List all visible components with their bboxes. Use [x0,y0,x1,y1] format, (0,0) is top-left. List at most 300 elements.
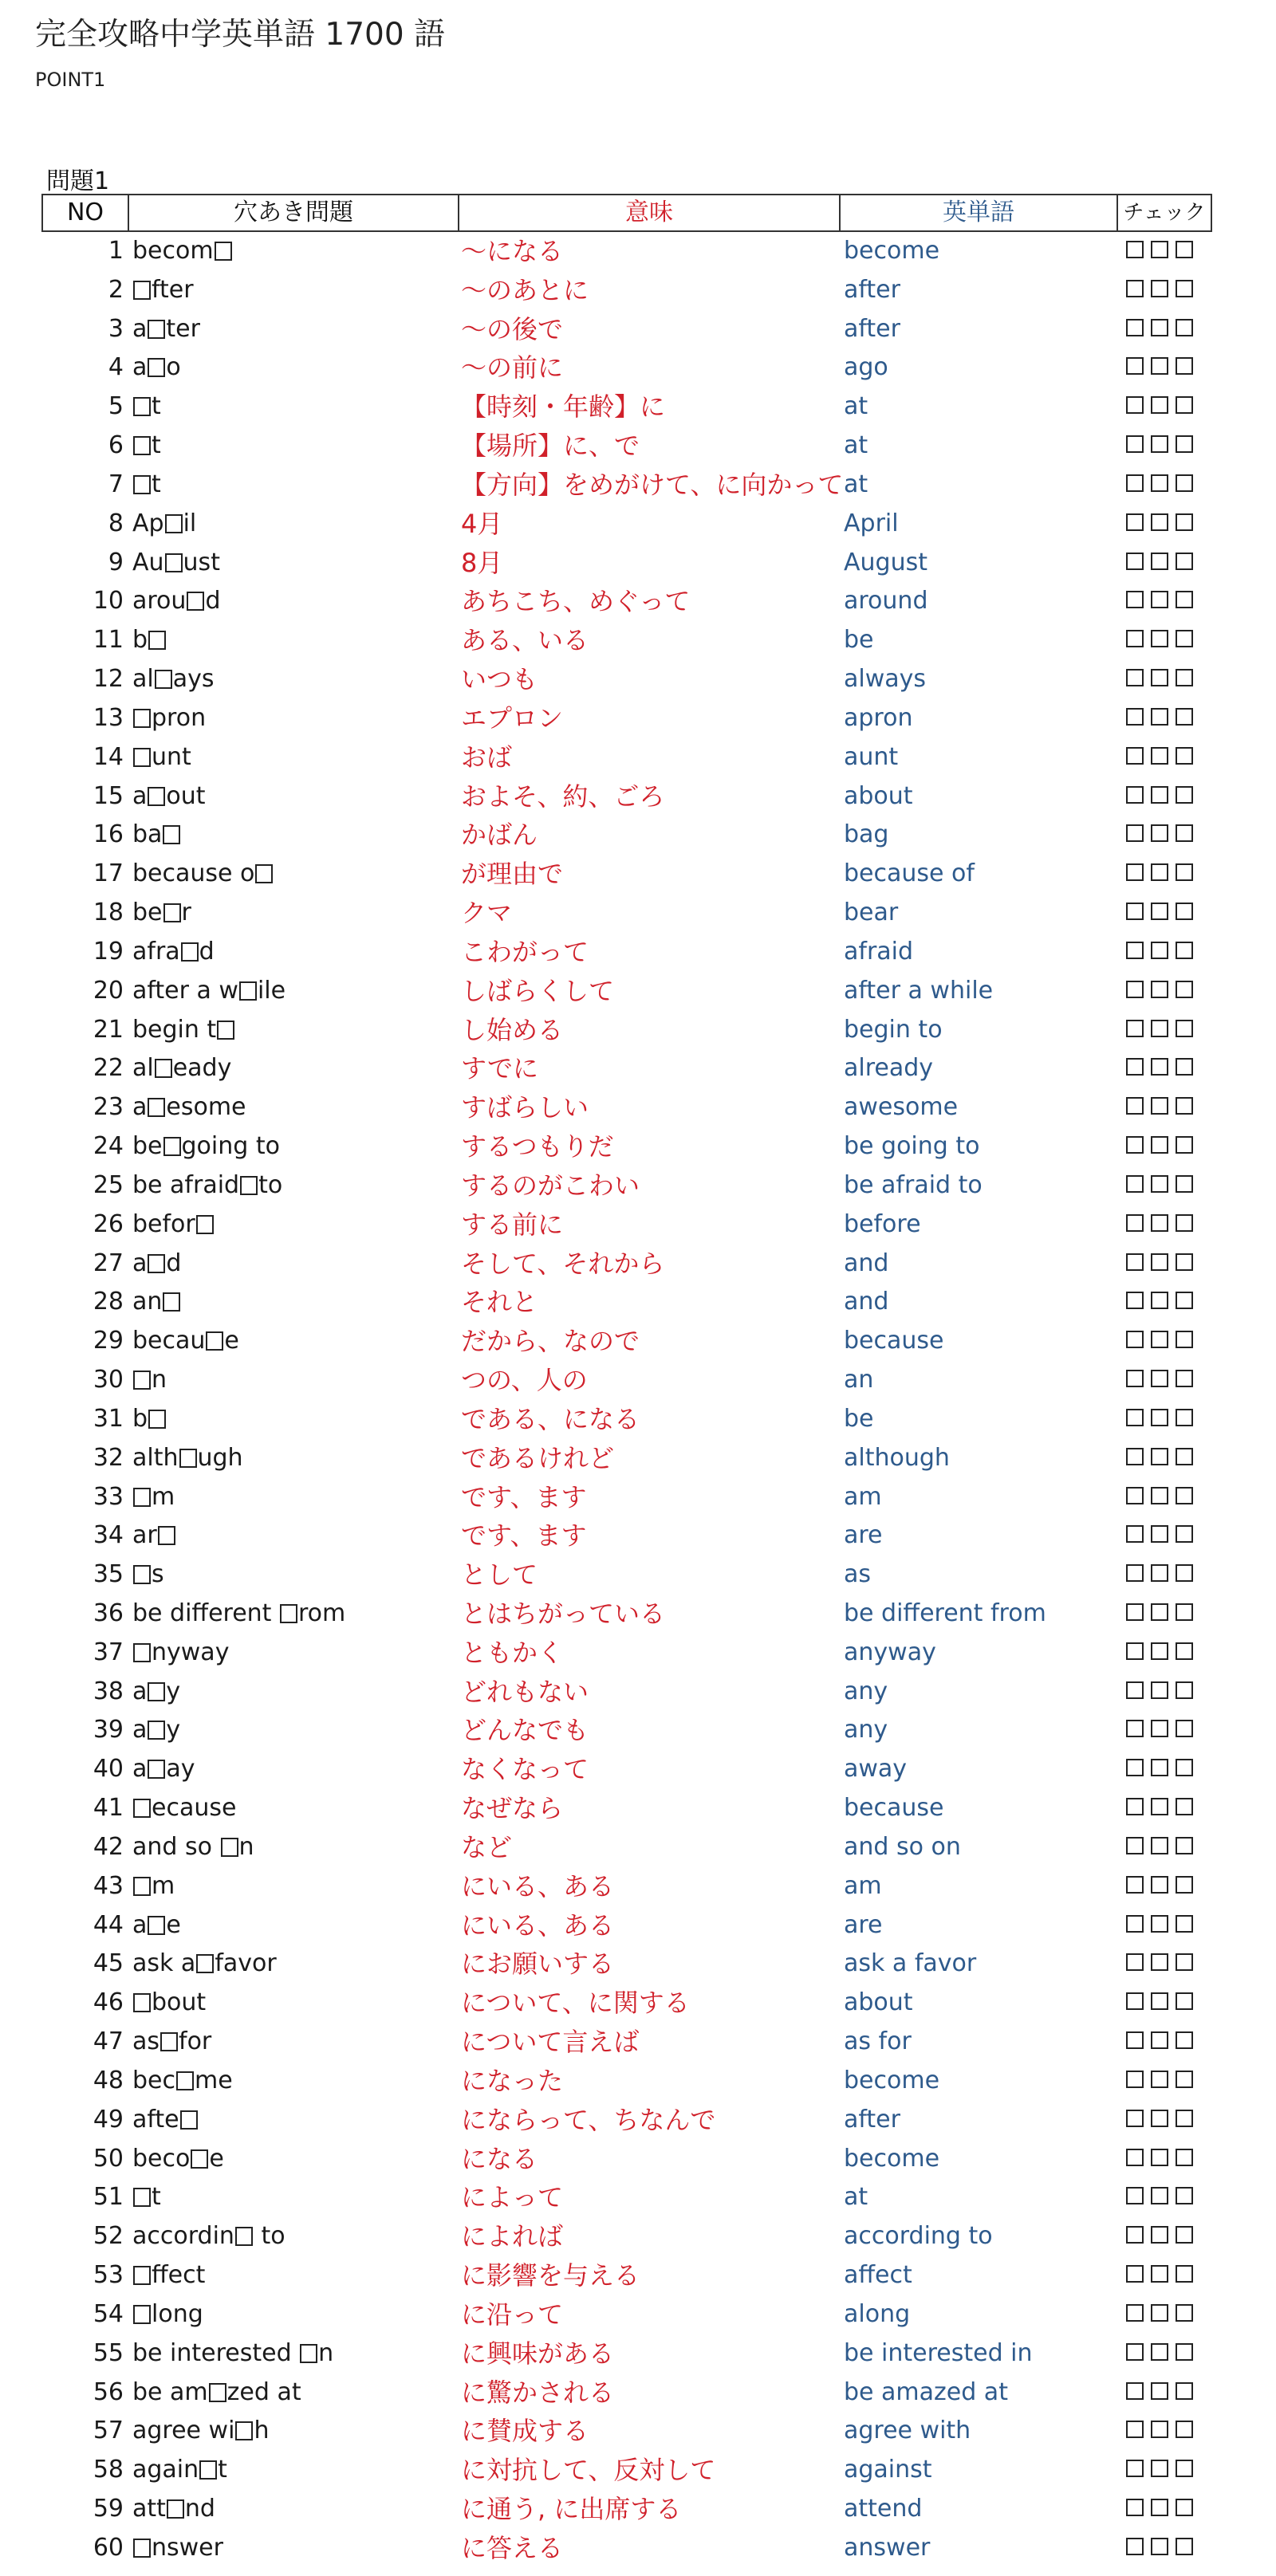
checkbox[interactable] [1151,1214,1168,1232]
checkbox[interactable] [1126,357,1144,375]
checkbox[interactable] [1151,2187,1168,2204]
row-number: 54 [93,2299,124,2328]
table-row [41,699,1212,738]
checkbox[interactable] [1151,747,1168,765]
english-word: and [844,1249,889,1277]
row-number: 14 [93,742,124,771]
checkbox[interactable] [1151,319,1168,336]
row-number: 31 [93,1404,124,1433]
checkbox[interactable] [1176,2343,1193,2361]
checkbox[interactable] [1126,1525,1144,1543]
english-word: affect [844,2261,912,2290]
check-boxes [1126,903,1193,923]
checkbox[interactable] [1151,2421,1168,2438]
fill-in-question: ar [132,1516,176,1555]
checkbox[interactable] [1176,2382,1193,2400]
checkbox[interactable] [1126,2343,1144,2361]
checkbox[interactable] [1151,1837,1168,1854]
checkbox[interactable] [1151,553,1168,570]
checkbox[interactable] [1151,2343,1168,2361]
checkbox[interactable] [1126,1487,1144,1504]
checkbox[interactable] [1151,591,1168,608]
checkbox[interactable] [1151,1720,1168,1737]
check-boxes [1126,319,1193,340]
check-boxes [1126,2499,1193,2519]
meaning: 【時刻・年齢】に [461,391,666,423]
checkbox[interactable] [1126,1837,1144,1854]
checkbox[interactable] [1151,2226,1168,2244]
table-row [41,582,1212,621]
checkbox[interactable] [1151,1992,1168,2010]
fill-in-question: a e [132,1910,181,1939]
table-row [41,2295,1212,2334]
table-row [41,2529,1212,2568]
meaning: になった [461,2065,564,2096]
checkbox[interactable] [1151,1798,1168,1815]
check-boxes [1126,1487,1193,1508]
checkbox[interactable] [1151,981,1168,998]
checkbox[interactable] [1176,474,1193,492]
english-word: because of [844,859,975,888]
checkbox[interactable] [1151,1292,1168,1309]
checkbox[interactable] [1126,280,1144,297]
meaning: だから、なので [461,1326,640,1357]
meaning: 4月 [461,508,503,539]
checkbox[interactable] [1176,1720,1193,1737]
checkbox[interactable] [1151,1642,1168,1660]
fill-in-question: begin t [132,1011,235,1049]
english-word: at [844,2183,868,2212]
check-boxes [1126,786,1193,807]
checkbox[interactable] [1176,1759,1193,1776]
check-boxes [1126,1370,1193,1390]
table-row [41,738,1212,777]
checkbox[interactable] [1126,669,1144,686]
fill-in-question: a o [132,353,181,382]
checkbox[interactable] [1176,1136,1193,1154]
row-number: 19 [93,937,124,966]
blank-box [235,2421,253,2440]
checkbox[interactable] [1126,2265,1144,2283]
checkbox[interactable] [1151,669,1168,686]
check-boxes [1126,942,1193,962]
checkbox[interactable] [1176,2538,1193,2555]
checkbox[interactable] [1176,319,1193,336]
checkbox[interactable] [1176,1915,1193,1933]
blank-box [133,475,151,494]
checkbox[interactable] [1126,2187,1144,2204]
checkbox[interactable] [1126,1020,1144,1037]
checkbox[interactable] [1126,824,1144,842]
check-boxes [1126,1798,1193,1819]
checkbox[interactable] [1151,1331,1168,1348]
checkbox[interactable] [1126,2226,1144,2244]
checkbox[interactable] [1176,1603,1193,1621]
fill-in-question: t [132,466,161,504]
checkbox[interactable] [1176,669,1193,686]
check-boxes [1126,1603,1193,1624]
row-number: 21 [93,1015,124,1044]
checkbox[interactable] [1126,396,1144,414]
check-boxes [1126,1409,1193,1430]
checkbox[interactable] [1151,786,1168,804]
checkbox[interactable] [1176,1020,1193,1037]
checkbox[interactable] [1151,2460,1168,2477]
fill-in-question: unt [132,738,191,777]
checkbox[interactable] [1126,553,1144,570]
checkbox[interactable] [1126,241,1144,258]
row-number: 51 [93,2183,124,2212]
checkbox[interactable] [1176,1409,1193,1426]
row-number: 40 [93,1755,124,1784]
table-row [41,1088,1212,1127]
header-check: チェック [1123,201,1206,225]
checkbox[interactable] [1126,1370,1144,1387]
checkbox[interactable] [1151,1953,1168,1971]
checkbox[interactable] [1176,396,1193,414]
table-row [41,310,1212,349]
fill-in-question: bec me [132,2066,233,2094]
checkbox[interactable] [1151,708,1168,726]
row-number: 33 [93,1482,124,1511]
checkbox[interactable] [1151,1876,1168,1894]
checkbox[interactable] [1151,1409,1168,1426]
blank-box [239,981,257,1001]
checkbox[interactable] [1126,2538,1144,2555]
checkbox[interactable] [1176,2187,1193,2204]
checkbox[interactable] [1126,591,1144,608]
check-boxes [1126,824,1193,845]
meaning: するのがこわい [461,1170,640,1201]
checkbox[interactable] [1126,1915,1144,1933]
checkbox[interactable] [1151,1759,1168,1776]
checkbox[interactable] [1176,2149,1193,2166]
checkbox[interactable] [1126,630,1144,647]
checkbox[interactable] [1151,1564,1168,1582]
checkbox[interactable] [1126,1253,1144,1271]
fill-in-question: a esome [132,1093,246,1122]
fill-in-question: be r [132,899,191,927]
blank-box [148,1721,165,1740]
checkbox[interactable] [1151,2110,1168,2127]
blank-box [148,1410,166,1429]
check-boxes [1126,669,1193,690]
meaning: について言えば [461,2027,640,2058]
checkbox[interactable] [1176,1642,1193,1660]
check-boxes [1126,1020,1193,1040]
checkbox[interactable] [1126,2421,1144,2438]
check-boxes [1126,280,1193,301]
checkbox[interactable] [1151,1487,1168,1504]
checkbox[interactable] [1176,708,1193,726]
checkbox[interactable] [1176,981,1193,998]
row-number: 58 [93,2456,124,2484]
checkbox[interactable] [1126,1876,1144,1894]
checkbox[interactable] [1126,708,1144,726]
checkbox[interactable] [1126,2031,1144,2049]
checkbox[interactable] [1126,1759,1144,1776]
checkbox[interactable] [1126,1642,1144,1660]
checkbox[interactable] [1176,2265,1193,2283]
meaning: として [461,1559,538,1591]
check-boxes [1126,1448,1193,1469]
row-number: 47 [93,2027,124,2056]
checkbox[interactable] [1126,513,1144,531]
checkbox[interactable] [1176,1953,1193,1971]
checkbox[interactable] [1126,1097,1144,1115]
checkbox[interactable] [1176,863,1193,881]
checkbox[interactable] [1126,1564,1144,1582]
english-word: always [844,665,927,694]
checkbox[interactable] [1151,1058,1168,1076]
checkbox[interactable] [1151,2149,1168,2166]
table-row [41,1245,1212,1284]
row-number: 27 [93,1249,124,1277]
checkbox[interactable] [1176,2031,1193,2049]
checkbox[interactable] [1176,280,1193,297]
blank-box [133,2266,151,2285]
checkbox[interactable] [1151,1097,1168,1115]
check-boxes [1126,1915,1193,1936]
table-row [41,1595,1212,1634]
english-word: agree with [844,2417,971,2445]
english-word: according to [844,2222,993,2251]
blank-box [158,1526,175,1545]
checkbox[interactable] [1176,1876,1193,1894]
checkbox[interactable] [1151,1175,1168,1193]
checkbox[interactable] [1126,1720,1144,1737]
checkbox[interactable] [1126,1992,1144,2010]
checkbox[interactable] [1176,2110,1193,2127]
checkbox[interactable] [1176,357,1193,375]
checkbox[interactable] [1151,396,1168,414]
blank-box [133,1643,151,1662]
meaning: ある、いる [461,625,589,656]
checkbox[interactable] [1151,474,1168,492]
blank-box [133,281,151,300]
checkbox[interactable] [1176,786,1193,804]
row-number: 15 [93,781,124,810]
checkbox[interactable] [1176,1837,1193,1854]
check-boxes [1126,2031,1193,2052]
checkbox[interactable] [1176,1525,1193,1543]
english-word: any [844,1716,888,1744]
checkbox[interactable] [1176,1253,1193,1271]
checkbox[interactable] [1151,1448,1168,1465]
checkbox[interactable] [1176,942,1193,959]
checkbox[interactable] [1176,2421,1193,2438]
table-row [41,1750,1212,1789]
checkbox[interactable] [1176,1448,1193,1465]
checkbox[interactable] [1151,1525,1168,1543]
blank-box [180,2110,198,2130]
fill-in-question: m [132,1478,175,1516]
checkbox[interactable] [1126,1681,1144,1699]
checkbox[interactable] [1176,1175,1193,1193]
checkbox[interactable] [1151,1370,1168,1387]
checkbox[interactable] [1126,1953,1144,1971]
checkbox[interactable] [1151,2499,1168,2516]
checkbox[interactable] [1176,1798,1193,1815]
checkbox[interactable] [1176,435,1193,453]
blank-box [148,358,165,377]
checkbox[interactable] [1151,824,1168,842]
checkbox[interactable] [1176,241,1193,258]
fill-in-question: again t [132,2456,227,2484]
checkbox[interactable] [1176,747,1193,765]
checkbox[interactable] [1151,1915,1168,1933]
checkbox[interactable] [1151,435,1168,453]
checkbox[interactable] [1151,903,1168,920]
checkbox[interactable] [1151,863,1168,881]
checkbox[interactable] [1126,1448,1144,1465]
fill-in-question: be am zed at [132,2377,301,2406]
checkbox[interactable] [1126,2499,1144,2516]
checkbox[interactable] [1151,513,1168,531]
checkbox[interactable] [1126,1292,1144,1309]
blank-box [240,1176,258,1195]
checkbox[interactable] [1126,942,1144,959]
table-row [41,1634,1212,1673]
row-number: 25 [93,1170,124,1199]
checkbox[interactable] [1176,1331,1193,1348]
checkbox[interactable] [1151,2265,1168,2283]
fill-in-question: as for [132,2027,212,2056]
checkbox[interactable] [1126,1409,1144,1426]
fill-in-question: and so n [132,1832,254,1861]
checkbox[interactable] [1151,241,1168,258]
checkbox[interactable] [1176,630,1193,647]
checkbox[interactable] [1176,1058,1193,1076]
checkbox[interactable] [1126,2149,1144,2166]
checkbox[interactable] [1151,942,1168,959]
checkbox[interactable] [1126,747,1144,765]
check-boxes [1126,630,1193,651]
row-number: 46 [93,1988,124,2017]
checkbox[interactable] [1151,2031,1168,2049]
checkbox[interactable] [1151,2304,1168,2322]
row-number: 32 [93,1443,124,1472]
checkbox[interactable] [1151,1020,1168,1037]
blank-box [133,1488,151,1507]
checkbox[interactable] [1126,1331,1144,1348]
checkbox[interactable] [1176,2226,1193,2244]
table-row [41,427,1212,466]
row-number: 36 [93,1599,124,1627]
english-word: aunt [844,742,899,771]
checkbox[interactable] [1176,2499,1193,2516]
table-row [41,387,1212,427]
row-number: 11 [93,626,124,655]
checkbox[interactable] [1126,2110,1144,2127]
checkbox[interactable] [1176,2304,1193,2322]
check-boxes [1126,1097,1193,1118]
blank-box [133,2539,151,2558]
fill-in-question: beco e [132,2144,224,2173]
fill-in-question: becom [132,232,233,270]
row-number: 1 [108,237,124,265]
fill-in-question: a d [132,1249,182,1277]
row-number: 44 [93,1910,124,1939]
checkbox[interactable] [1126,1175,1144,1193]
checkbox[interactable] [1126,2382,1144,2400]
blank-box [280,1604,297,1623]
checkbox[interactable] [1176,1370,1193,1387]
checkbox[interactable] [1151,357,1168,375]
row-number: 39 [93,1716,124,1744]
fill-in-question: a ay [132,1755,195,1784]
row-number: 6 [108,431,124,460]
checkbox[interactable] [1151,630,1168,647]
checkbox[interactable] [1126,319,1144,336]
check-boxes [1126,2343,1193,2364]
checkbox[interactable] [1176,1292,1193,1309]
checkbox[interactable] [1151,1136,1168,1154]
checkbox[interactable] [1126,1798,1144,1815]
checkbox[interactable] [1176,1992,1193,2010]
checkbox[interactable] [1126,1603,1144,1621]
checkbox[interactable] [1126,435,1144,453]
checkbox[interactable] [1151,1603,1168,1621]
checkbox[interactable] [1151,2382,1168,2400]
blank-box [187,592,204,611]
checkbox[interactable] [1126,786,1144,804]
checkbox[interactable] [1176,591,1193,608]
blank-box [133,1993,151,2012]
check-boxes [1126,708,1193,729]
checkbox[interactable] [1176,1681,1193,1699]
checkbox[interactable] [1176,824,1193,842]
table-row [41,1984,1212,2023]
checkbox[interactable] [1126,2071,1144,2088]
checkbox[interactable] [1151,2071,1168,2088]
checkbox[interactable] [1126,1136,1144,1154]
meaning: こわがって [461,936,589,967]
table-row [41,2490,1212,2529]
checkbox[interactable] [1176,1487,1193,1504]
checkbox[interactable] [1176,1097,1193,1115]
checkbox[interactable] [1176,1564,1193,1582]
checkbox[interactable] [1151,2538,1168,2555]
table-row [41,466,1212,505]
checkbox[interactable] [1176,1214,1193,1232]
english-word: along [844,2299,911,2328]
checkbox[interactable] [1126,981,1144,998]
checkbox[interactable] [1176,903,1193,920]
checkbox[interactable] [1176,513,1193,531]
checkbox[interactable] [1126,474,1144,492]
meaning: すでに [461,1053,538,1084]
checkbox[interactable] [1126,903,1144,920]
checkbox[interactable] [1126,2460,1144,2477]
checkbox[interactable] [1176,2460,1193,2477]
english-word: apron [844,703,913,732]
checkbox[interactable] [1126,2304,1144,2322]
checkbox[interactable] [1126,1214,1144,1232]
checkbox[interactable] [1151,1253,1168,1271]
check-boxes [1126,2304,1193,2325]
english-word: as for [844,2027,912,2056]
checkbox[interactable] [1151,280,1168,297]
row-number: 16 [93,820,124,849]
checkbox[interactable] [1126,863,1144,881]
check-boxes [1126,747,1193,768]
check-boxes [1126,2149,1193,2169]
checkbox[interactable] [1176,553,1193,570]
checkbox[interactable] [1176,2071,1193,2088]
checkbox[interactable] [1126,1058,1144,1076]
checkbox[interactable] [1151,1681,1168,1699]
